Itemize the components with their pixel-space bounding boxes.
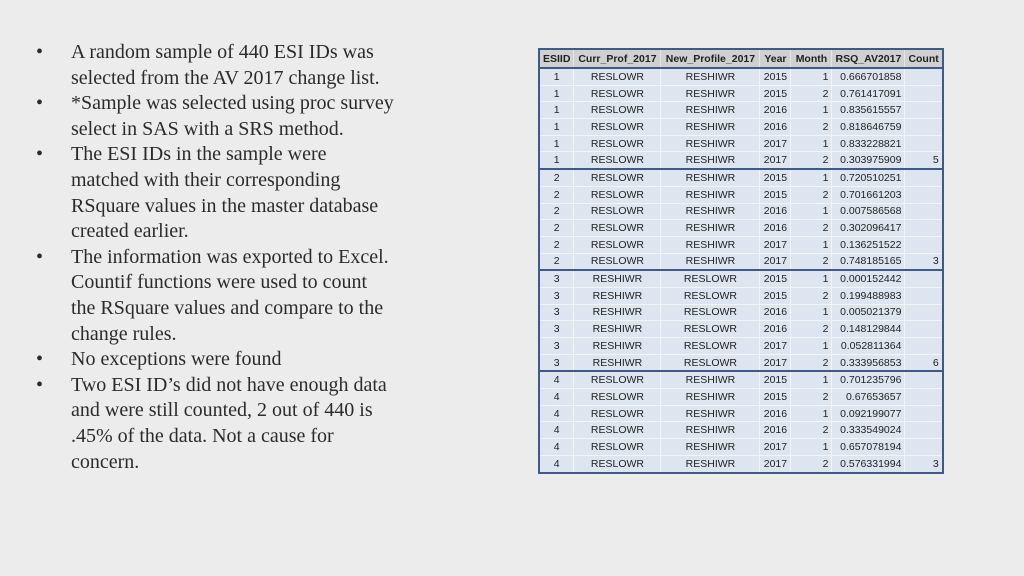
cell-count: [905, 102, 943, 119]
cell-count: [905, 270, 943, 287]
cell-curr-prof: RESLOWR: [574, 253, 661, 270]
cell-month: 1: [791, 270, 832, 287]
cell-new-profile: RESHIWR: [661, 68, 760, 85]
bullet-item: • No exceptions were found: [36, 347, 396, 373]
cell-count: [905, 287, 943, 304]
cell-year: 2015: [760, 371, 791, 388]
cell-count: 3: [905, 253, 943, 270]
cell-month: 1: [791, 405, 832, 422]
cell-rsq: 0.833228821: [832, 135, 905, 152]
table-row: [539, 85, 943, 102]
cell-curr-prof: RESLOWR: [574, 186, 661, 203]
cell-count: [905, 439, 943, 456]
table-row: [539, 439, 943, 456]
cell-curr-prof: RESLOWR: [574, 152, 661, 169]
cell-new-profile: RESLOWR: [661, 304, 760, 321]
cell-curr-prof: RESHIWR: [574, 321, 661, 338]
cell-new-profile: RESHIWR: [661, 389, 760, 406]
cell-curr-prof: RESHIWR: [574, 338, 661, 355]
cell-new-profile: RESHIWR: [661, 85, 760, 102]
cell-esiid: 2: [539, 253, 574, 270]
table-row: [539, 389, 943, 406]
cell-new-profile: RESLOWR: [661, 270, 760, 287]
table-row: [539, 102, 943, 119]
column-header-new-profile: New_Profile_2017: [661, 49, 760, 68]
cell-esiid: 2: [539, 220, 574, 237]
esiid-data-table: [538, 48, 944, 474]
cell-month: 1: [791, 68, 832, 85]
cell-esiid: 4: [539, 439, 574, 456]
cell-month: 2: [791, 85, 832, 102]
cell-new-profile: RESHIWR: [661, 152, 760, 169]
cell-esiid: 2: [539, 203, 574, 220]
cell-esiid: 1: [539, 68, 574, 85]
cell-year: 2017: [760, 152, 791, 169]
cell-new-profile: RESLOWR: [661, 338, 760, 355]
cell-esiid: 2: [539, 169, 574, 186]
cell-curr-prof: RESLOWR: [574, 68, 661, 85]
cell-esiid: 1: [539, 102, 574, 119]
cell-esiid: 4: [539, 389, 574, 406]
cell-month: 2: [791, 455, 832, 472]
cell-rsq: 0.835615557: [832, 102, 905, 119]
cell-count: [905, 236, 943, 253]
cell-year: 2015: [760, 68, 791, 85]
table-row: [539, 220, 943, 237]
cell-new-profile: RESHIWR: [661, 371, 760, 388]
cell-curr-prof: RESLOWR: [574, 439, 661, 456]
table-row: [539, 321, 943, 338]
cell-esiid: 3: [539, 321, 574, 338]
cell-year: 2017: [760, 338, 791, 355]
cell-rsq: 0.576331994: [832, 455, 905, 472]
cell-curr-prof: RESLOWR: [574, 389, 661, 406]
table-row: [539, 203, 943, 220]
cell-month: 1: [791, 169, 832, 186]
cell-rsq: 0.148129844: [832, 321, 905, 338]
cell-rsq: 0.748185165: [832, 253, 905, 270]
cell-month: 1: [791, 135, 832, 152]
cell-esiid: 1: [539, 135, 574, 152]
cell-count: [905, 119, 943, 136]
column-header-year: Year: [760, 49, 791, 68]
cell-curr-prof: RESLOWR: [574, 102, 661, 119]
table-row: [539, 405, 943, 422]
cell-esiid: 4: [539, 422, 574, 439]
cell-rsq: 0.333549024: [832, 422, 905, 439]
cell-month: 2: [791, 220, 832, 237]
column-header-curr-prof: Curr_Prof_2017: [574, 49, 661, 68]
cell-new-profile: RESHIWR: [661, 253, 760, 270]
bullet-item: • Two ESI ID’s did not have enough data and were still counted, 2 out of 440 is .45% of the data. Not a cause for concern.: [36, 373, 396, 475]
cell-month: 2: [791, 287, 832, 304]
cell-count: [905, 85, 943, 102]
table-header-row: [539, 49, 943, 68]
table-row: [539, 236, 943, 253]
cell-year: 2017: [760, 455, 791, 472]
cell-new-profile: RESHIWR: [661, 102, 760, 119]
cell-esiid: 3: [539, 304, 574, 321]
cell-year: 2015: [760, 186, 791, 203]
cell-month: 1: [791, 102, 832, 119]
cell-year: 2015: [760, 389, 791, 406]
cell-year: 2016: [760, 405, 791, 422]
table-row: [539, 304, 943, 321]
cell-esiid: 1: [539, 119, 574, 136]
cell-count: [905, 203, 943, 220]
cell-month: 1: [791, 203, 832, 220]
cell-esiid: 3: [539, 338, 574, 355]
cell-new-profile: RESHIWR: [661, 220, 760, 237]
bullet-item: • The ESI IDs in the sample were matched with their corresponding RSquare values in the master database created earlier.: [36, 142, 396, 244]
table-row: [539, 422, 943, 439]
cell-rsq: 0.303975909: [832, 152, 905, 169]
cell-year: 2016: [760, 304, 791, 321]
cell-new-profile: RESHIWR: [661, 236, 760, 253]
cell-rsq: 0.818646759: [832, 119, 905, 136]
cell-new-profile: RESHIWR: [661, 186, 760, 203]
cell-esiid: 1: [539, 152, 574, 169]
cell-esiid: 4: [539, 405, 574, 422]
cell-count: [905, 169, 943, 186]
cell-year: 2015: [760, 169, 791, 186]
cell-count: [905, 422, 943, 439]
cell-new-profile: RESHIWR: [661, 455, 760, 472]
cell-count: [905, 321, 943, 338]
cell-count: 6: [905, 354, 943, 371]
table-row: [539, 253, 943, 270]
cell-year: 2016: [760, 203, 791, 220]
cell-curr-prof: RESLOWR: [574, 119, 661, 136]
cell-month: 2: [791, 422, 832, 439]
table-row: [539, 119, 943, 136]
cell-esiid: 3: [539, 354, 574, 371]
cell-month: 2: [791, 186, 832, 203]
cell-rsq: 0.657078194: [832, 439, 905, 456]
cell-month: 2: [791, 253, 832, 270]
cell-year: 2017: [760, 253, 791, 270]
cell-esiid: 4: [539, 455, 574, 472]
cell-curr-prof: RESHIWR: [574, 354, 661, 371]
cell-new-profile: RESHIWR: [661, 203, 760, 220]
cell-rsq: 0.136251522: [832, 236, 905, 253]
cell-curr-prof: RESLOWR: [574, 85, 661, 102]
cell-esiid: 3: [539, 270, 574, 287]
cell-new-profile: RESHIWR: [661, 405, 760, 422]
bullet-item: • The information was exported to Excel. Countif functions were used to count the RSquare values and compare to the change rules.: [36, 245, 396, 347]
cell-rsq: 0.67653657: [832, 389, 905, 406]
cell-count: [905, 389, 943, 406]
cell-curr-prof: RESLOWR: [574, 405, 661, 422]
cell-month: 1: [791, 236, 832, 253]
cell-curr-prof: RESLOWR: [574, 169, 661, 186]
cell-curr-prof: RESLOWR: [574, 455, 661, 472]
cell-curr-prof: RESLOWR: [574, 203, 661, 220]
cell-year: 2017: [760, 439, 791, 456]
bullet-item: • A random sample of 440 ESI IDs was selected from the AV 2017 change list.: [36, 40, 396, 91]
table-row: [539, 371, 943, 388]
cell-curr-prof: RESLOWR: [574, 236, 661, 253]
cell-curr-prof: RESLOWR: [574, 135, 661, 152]
cell-month: 1: [791, 338, 832, 355]
cell-rsq: 0.005021379: [832, 304, 905, 321]
table-row: [539, 270, 943, 287]
table-row: [539, 135, 943, 152]
cell-esiid: 3: [539, 287, 574, 304]
cell-new-profile: RESHIWR: [661, 439, 760, 456]
cell-month: 1: [791, 371, 832, 388]
cell-rsq: 0.302096417: [832, 220, 905, 237]
bullet-list: [36, 40, 396, 475]
cell-rsq: 0.701235796: [832, 371, 905, 388]
column-header-rsq: RSQ_AV2017: [832, 49, 905, 68]
table-row: [539, 68, 943, 85]
cell-new-profile: RESLOWR: [661, 321, 760, 338]
cell-new-profile: RESHIWR: [661, 422, 760, 439]
cell-curr-prof: RESHIWR: [574, 304, 661, 321]
cell-rsq: 0.000152442: [832, 270, 905, 287]
cell-curr-prof: RESHIWR: [574, 270, 661, 287]
table-row: [539, 455, 943, 472]
cell-count: [905, 220, 943, 237]
cell-month: 2: [791, 321, 832, 338]
table-body: [539, 68, 943, 473]
cell-count: [905, 135, 943, 152]
cell-new-profile: RESHIWR: [661, 119, 760, 136]
cell-rsq: 0.720510251: [832, 169, 905, 186]
column-header-month: Month: [791, 49, 832, 68]
cell-count: [905, 186, 943, 203]
table-row: [539, 186, 943, 203]
cell-count: [905, 68, 943, 85]
column-header-esiid: ESIID: [539, 49, 574, 68]
table-row: [539, 354, 943, 371]
cell-year: 2015: [760, 85, 791, 102]
table-row: [539, 169, 943, 186]
table-row: [539, 338, 943, 355]
cell-rsq: 0.199488983: [832, 287, 905, 304]
cell-new-profile: RESHIWR: [661, 135, 760, 152]
cell-rsq: 0.052811364: [832, 338, 905, 355]
cell-count: [905, 338, 943, 355]
cell-year: 2016: [760, 220, 791, 237]
cell-year: 2017: [760, 236, 791, 253]
cell-rsq: 0.666701858: [832, 68, 905, 85]
cell-month: 1: [791, 439, 832, 456]
cell-year: 2015: [760, 270, 791, 287]
cell-rsq: 0.333956853: [832, 354, 905, 371]
cell-curr-prof: RESLOWR: [574, 371, 661, 388]
cell-year: 2017: [760, 354, 791, 371]
cell-month: 2: [791, 152, 832, 169]
cell-rsq: 0.761417091: [832, 85, 905, 102]
cell-year: 2015: [760, 287, 791, 304]
cell-year: 2016: [760, 321, 791, 338]
cell-month: 2: [791, 354, 832, 371]
table-row: [539, 152, 943, 169]
cell-new-profile: RESLOWR: [661, 287, 760, 304]
cell-esiid: 2: [539, 236, 574, 253]
cell-count: 5: [905, 152, 943, 169]
cell-month: 2: [791, 119, 832, 136]
cell-year: 2016: [760, 119, 791, 136]
cell-esiid: 2: [539, 186, 574, 203]
cell-rsq: 0.007586568: [832, 203, 905, 220]
cell-count: [905, 371, 943, 388]
cell-curr-prof: RESLOWR: [574, 220, 661, 237]
cell-year: 2016: [760, 102, 791, 119]
cell-month: 1: [791, 304, 832, 321]
cell-count: 3: [905, 455, 943, 472]
column-header-count: Count: [905, 49, 943, 68]
cell-rsq: 0.092199077: [832, 405, 905, 422]
cell-curr-prof: RESLOWR: [574, 422, 661, 439]
cell-new-profile: RESLOWR: [661, 354, 760, 371]
cell-count: [905, 405, 943, 422]
cell-count: [905, 304, 943, 321]
cell-esiid: 4: [539, 371, 574, 388]
cell-year: 2016: [760, 422, 791, 439]
cell-esiid: 1: [539, 85, 574, 102]
bullet-item: • *Sample was selected using proc survey select in SAS with a SRS method.: [36, 91, 396, 142]
cell-month: 2: [791, 389, 832, 406]
table-row: [539, 287, 943, 304]
cell-rsq: 0.701661203: [832, 186, 905, 203]
cell-curr-prof: RESHIWR: [574, 287, 661, 304]
cell-year: 2017: [760, 135, 791, 152]
cell-new-profile: RESHIWR: [661, 169, 760, 186]
